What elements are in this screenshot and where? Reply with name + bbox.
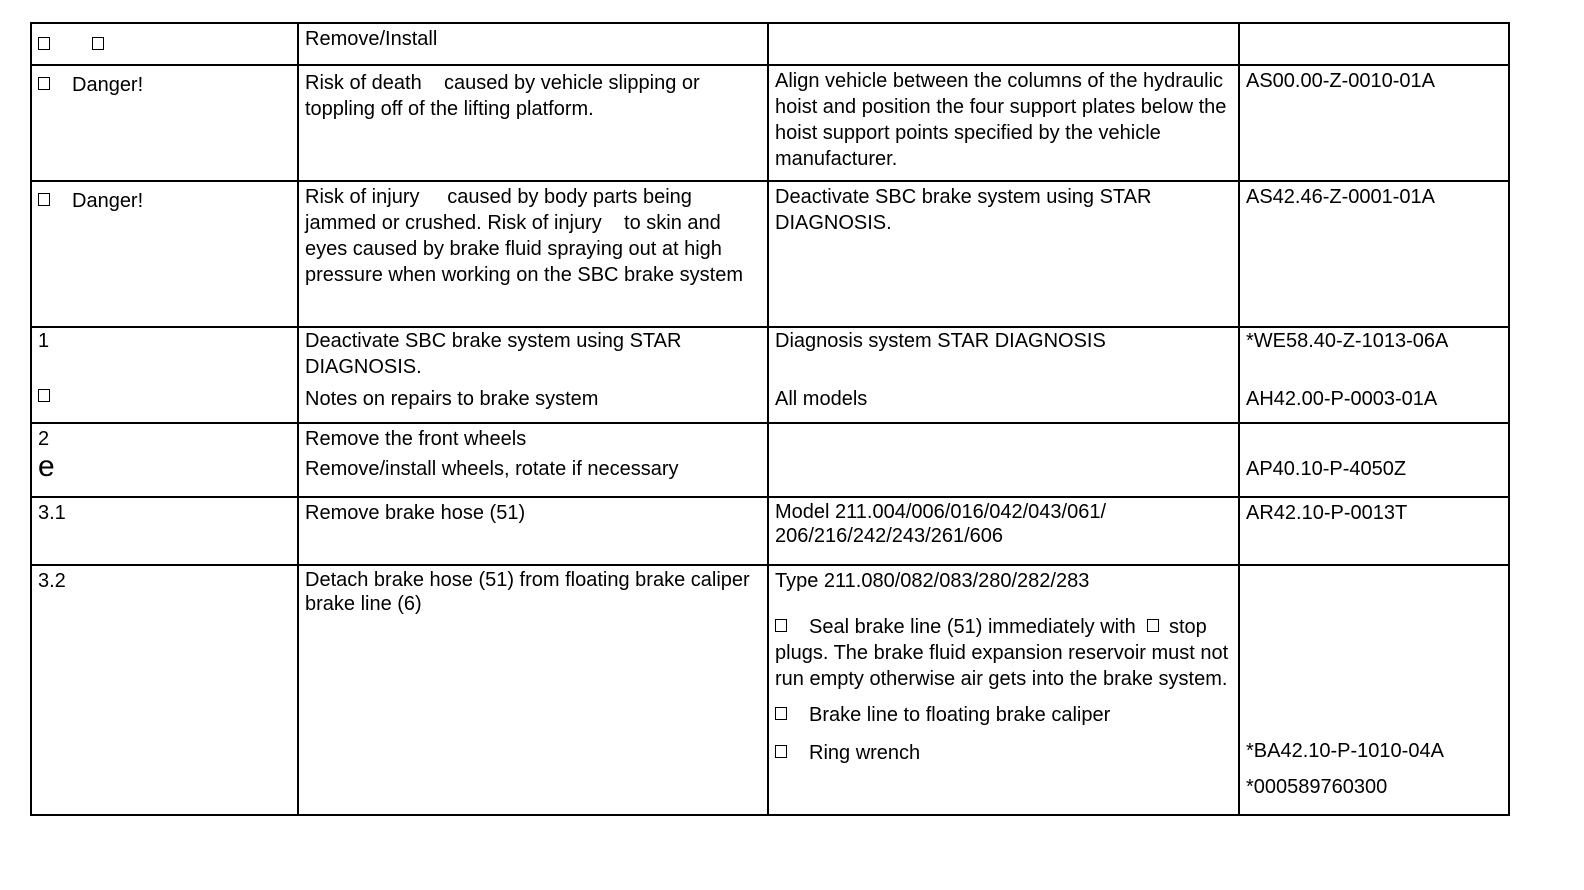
- stop-plug-icon: [1147, 619, 1159, 632]
- risk-term: Risk of injury: [487, 212, 602, 234]
- step-sub-reference[interactable]: AP40.10-P-4050Z: [1246, 458, 1407, 480]
- danger-label-cell: [31, 65, 298, 181]
- tool-1-reference[interactable]: *BA42.10-P-1010-04A: [1246, 740, 1444, 762]
- wheel-symbol-icon: e: [38, 450, 55, 483]
- header-icons-cell: [31, 23, 298, 65]
- note-text-a: Seal brake line (51) immediately with: [809, 616, 1136, 638]
- step-ref-cell[interactable]: AR42.10-P-0013T: [1239, 497, 1509, 565]
- risk-cell: [298, 65, 768, 181]
- table-row: [31, 181, 1509, 327]
- step-subtext: Remove/install wheels, rotate if necessary: [305, 458, 679, 480]
- step-ref-cell: [1239, 327, 1509, 423]
- step-note: Notes on repairs to brake system: [305, 388, 599, 410]
- measure-cell: Align vehicle between the columns of the hydraulic hoist and position the four support plates below the hoist support points specified by the vehicle manufacturer.: [768, 65, 1239, 181]
- danger-label: Danger!: [72, 74, 144, 96]
- step-number: 1: [38, 330, 50, 352]
- step-text: Deactivate SBC brake system using STAR DIAGNOSIS.: [305, 330, 682, 378]
- step-number-cell: [31, 327, 298, 423]
- step-reference[interactable]: *WE58.40-Z-1013-06A: [1246, 330, 1449, 352]
- step-info-cell: [768, 565, 1239, 815]
- empty-cell: [768, 23, 1239, 65]
- step-info: Diagnosis system STAR DIAGNOSIS: [775, 330, 1106, 352]
- note-text-b: stop plugs. The brake fluid expansion reservoir must not run empty otherwise air gets into the brake system.: [775, 616, 1229, 690]
- tool-1: Brake line to floating brake caliper: [809, 704, 1111, 726]
- tool-2-reference[interactable]: *000589760300: [1246, 776, 1388, 798]
- step-info-cell: [768, 327, 1239, 423]
- empty-cell: [768, 423, 1239, 497]
- step-number-cell: [31, 423, 298, 497]
- danger-label-cell: [31, 181, 298, 327]
- header-title: Remove/Install: [298, 23, 768, 65]
- step-ref-cell: [1239, 423, 1509, 497]
- table-row: [31, 65, 1509, 181]
- tool-icon: [775, 707, 787, 720]
- symbol-icon: [92, 37, 104, 50]
- procedure-table: [30, 22, 1510, 816]
- danger-label: Danger!: [72, 190, 144, 212]
- step-number-cell: 3.1: [31, 497, 298, 565]
- step-number-cell: 3.2: [31, 565, 298, 815]
- step-text-cell: [298, 327, 768, 423]
- risk-term: Risk of death: [305, 72, 422, 94]
- table-row: [31, 565, 1509, 815]
- step-text-cell: [298, 423, 768, 497]
- table-row: [31, 497, 1509, 565]
- risk-description: caused by vehicle slipping or toppling off of the lifting platform.: [305, 72, 700, 120]
- table-row: [31, 23, 1509, 65]
- step-text-cell: Remove brake hose (51): [298, 497, 768, 565]
- step-note-reference[interactable]: AH42.00-P-0003-01A: [1246, 388, 1438, 410]
- step-info-cell: Model 211.004/006/016/042/043/061/ 206/216/242/243/261/606: [768, 497, 1239, 565]
- step-note-info: All models: [775, 388, 868, 410]
- risk-description: caused by body parts being jammed or crushed.: [305, 186, 692, 234]
- step-info: Type 211.080/082/083/280/282/283: [775, 570, 1090, 592]
- measure-cell: Deactivate SBC brake system using STAR DIAGNOSIS.: [768, 181, 1239, 327]
- tool-icon: [775, 745, 787, 758]
- warning-icon: [38, 77, 50, 90]
- reference-cell: AS00.00-Z-0010-01A: [1239, 65, 1509, 181]
- info-icon: [38, 389, 50, 402]
- risk-cell: [298, 181, 768, 327]
- symbol-icon: [38, 37, 50, 50]
- step-text-cell: Detach brake hose (51) from floating brake caliper brake line (6): [298, 565, 768, 815]
- step-ref-cell: [1239, 565, 1509, 815]
- table-row: [31, 327, 1509, 423]
- step-number: 2: [38, 428, 50, 450]
- note-icon: [775, 619, 787, 632]
- risk-term: Risk of injury: [305, 186, 420, 208]
- table-row: [31, 423, 1509, 497]
- tool-2: Ring wrench: [809, 742, 921, 764]
- risk-description: to skin and eyes caused by brake fluid spraying out at high pressure when working on the SBC brake system: [305, 212, 743, 286]
- empty-cell: [1239, 23, 1509, 65]
- step-text: Remove the front wheels: [305, 428, 527, 450]
- warning-icon: [38, 193, 50, 206]
- reference-cell: AS42.46-Z-0001-01A: [1239, 181, 1509, 327]
